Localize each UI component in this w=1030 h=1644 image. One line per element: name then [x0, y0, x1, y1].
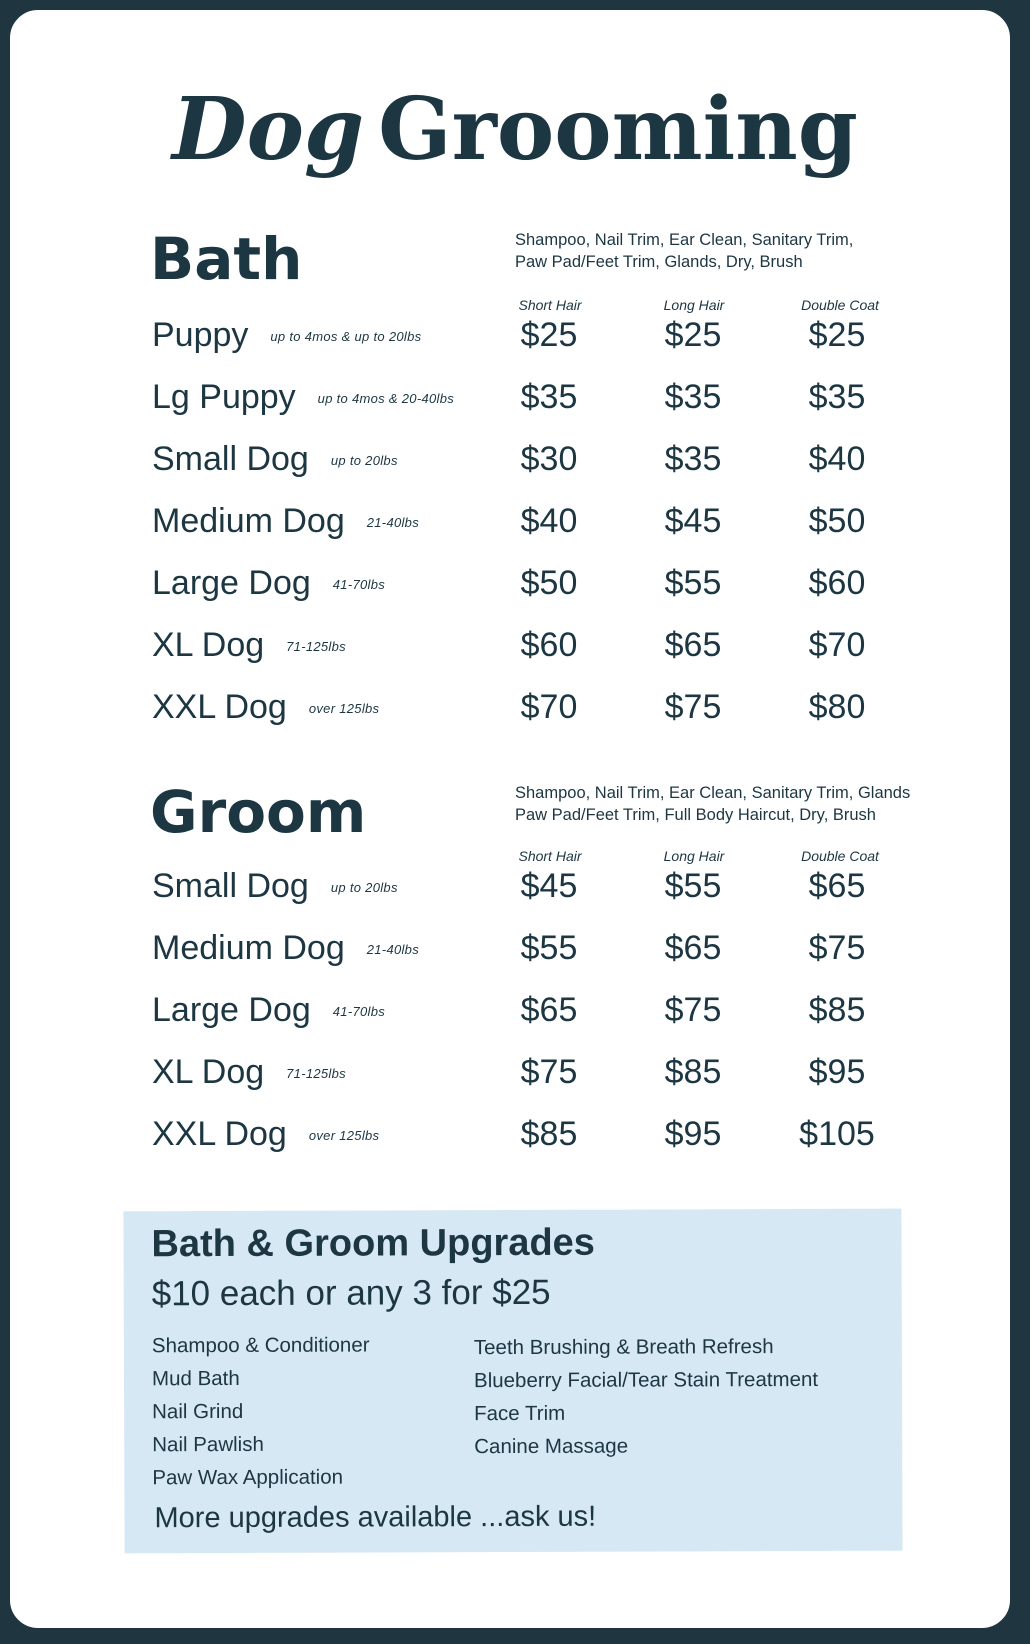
groom-col-short-hair: Short Hair [518, 848, 582, 864]
groom-row-name [152, 1112, 379, 1158]
bath-description-line: Shampoo, Nail Trim, Ear Clean, Sanitary Trim, [515, 231, 854, 249]
price: $70 [520, 688, 578, 726]
size-label: XXL Dog [152, 688, 287, 726]
groom-title: Groom [150, 778, 367, 846]
groom-row [0, 864, 1030, 926]
price: $35 [664, 378, 722, 416]
size-label: Large Dog [152, 991, 311, 1029]
weight-range: over 125lbs [308, 701, 380, 717]
groom-row [0, 1050, 1030, 1112]
bath-row [0, 313, 1030, 375]
bath-description [515, 229, 935, 273]
upgrade-item: Mud Bath [151, 1366, 240, 1391]
upgrade-item: Face Trim [474, 1401, 566, 1426]
size-label: Small Dog [152, 440, 309, 478]
weight-range: 21-40lbs [366, 515, 420, 531]
groom-row-name [152, 864, 398, 910]
groom-row [0, 988, 1030, 1050]
price: $50 [808, 502, 866, 540]
weight-range: up to 4mos & up to 20lbs [270, 329, 422, 345]
bath-row [0, 375, 1030, 437]
price: $75 [808, 929, 866, 967]
groom-row-name [152, 1050, 346, 1096]
size-label: Medium Dog [152, 502, 345, 540]
size-label: Lg Puppy [152, 378, 296, 416]
weight-range: 41-70lbs [332, 577, 386, 593]
groom-row [0, 1112, 1030, 1174]
price: $30 [520, 440, 578, 478]
size-label: XL Dog [152, 1053, 265, 1091]
upgrade-item: Blueberry Facial/Tear Stain Treatment [473, 1367, 819, 1393]
price: $95 [664, 1115, 722, 1153]
title-bold: Grooming [378, 79, 858, 180]
weight-range: over 125lbs [308, 1128, 380, 1144]
bath-row [0, 561, 1030, 623]
price: $85 [808, 991, 866, 1029]
price: $35 [520, 378, 578, 416]
size-label: Small Dog [152, 867, 309, 905]
weight-range: up to 20lbs [330, 880, 398, 896]
upgrade-item: Shampoo & Conditioner [151, 1333, 370, 1358]
weight-range: up to 20lbs [330, 453, 398, 469]
upgrade-item: Canine Massage [474, 1434, 629, 1459]
bath-col-short-hair: Short Hair [518, 297, 582, 313]
bath-row [0, 685, 1030, 747]
weight-range: 71-125lbs [286, 1066, 346, 1082]
bath-title: Bath [150, 225, 303, 293]
price: $65 [664, 626, 722, 664]
bath-row-name [152, 685, 379, 731]
groom-col-double-coat: Double Coat [801, 848, 879, 864]
bath-row [0, 499, 1030, 561]
bath-row-name [152, 623, 346, 669]
groom-description [515, 782, 935, 826]
price: $55 [520, 929, 578, 967]
upgrades-list-right [474, 1330, 819, 1463]
upgrades-footer: More upgrades available ...ask us! [154, 1500, 597, 1535]
groom-row-name [152, 988, 385, 1034]
bath-row-name [152, 499, 419, 545]
bath-row-name [152, 313, 421, 359]
upgrades-box [123, 1209, 902, 1554]
size-label: Medium Dog [152, 929, 345, 967]
upgrade-item: Nail Grind [152, 1399, 244, 1424]
title-italic: Dog [172, 79, 365, 180]
upgrade-item: Paw Wax Application [152, 1465, 344, 1490]
size-label: XXL Dog [152, 1115, 287, 1153]
price: $25 [664, 316, 722, 354]
price: $25 [520, 316, 578, 354]
price: $40 [808, 440, 866, 478]
price: $55 [664, 564, 722, 602]
groom-description-line: Shampoo, Nail Trim, Ear Clean, Sanitary Trim, Glands [515, 784, 911, 802]
groom-row [0, 926, 1030, 988]
price: $25 [808, 316, 866, 354]
price: $95 [808, 1053, 866, 1091]
upgrades-title: Bath & Groom Upgrades [151, 1221, 595, 1266]
weight-range: 71-125lbs [286, 639, 346, 655]
groom-row-name [152, 926, 419, 972]
price: $70 [808, 626, 866, 664]
size-label: Puppy [152, 316, 249, 354]
price: $105 [799, 1115, 875, 1153]
upgrades-pricing: $10 each or any 3 for $25 [151, 1272, 551, 1314]
price: $65 [664, 929, 722, 967]
bath-row [0, 437, 1030, 499]
weight-range: up to 4mos & 20-40lbs [317, 391, 455, 407]
bath-col-long-hair: Long Hair [663, 297, 725, 313]
price: $85 [520, 1115, 578, 1153]
bath-col-double-coat: Double Coat [801, 297, 879, 313]
price: $65 [808, 867, 866, 905]
upgrade-item: Nail Pawlish [152, 1432, 264, 1457]
upgrade-item: Teeth Brushing & Breath Refresh [473, 1335, 774, 1360]
price: $35 [664, 440, 722, 478]
bath-description-line: Paw Pad/Feet Trim, Glands, Dry, Brush [515, 253, 803, 271]
size-label: XL Dog [152, 626, 265, 664]
price: $45 [520, 867, 578, 905]
price: $80 [808, 688, 866, 726]
bath-row [0, 623, 1030, 685]
bath-row-name [152, 375, 454, 421]
price: $35 [808, 378, 866, 416]
price: $85 [664, 1053, 722, 1091]
price: $60 [520, 626, 578, 664]
price: $45 [664, 502, 722, 540]
price: $75 [520, 1053, 578, 1091]
price: $65 [520, 991, 578, 1029]
bath-row-name [152, 437, 398, 483]
price: $50 [520, 564, 578, 602]
groom-col-long-hair: Long Hair [663, 848, 725, 864]
bath-row-name [152, 561, 385, 607]
size-label: Large Dog [152, 564, 311, 602]
price: $55 [664, 867, 722, 905]
page-title [0, 80, 1030, 180]
price: $60 [808, 564, 866, 602]
price: $75 [664, 688, 722, 726]
price: $75 [664, 991, 722, 1029]
groom-description-line: Paw Pad/Feet Trim, Full Body Haircut, Dry, Brush [515, 806, 876, 824]
weight-range: 21-40lbs [366, 942, 420, 958]
price: $40 [520, 502, 578, 540]
upgrades-list-left [152, 1329, 370, 1495]
weight-range: 41-70lbs [332, 1004, 386, 1020]
